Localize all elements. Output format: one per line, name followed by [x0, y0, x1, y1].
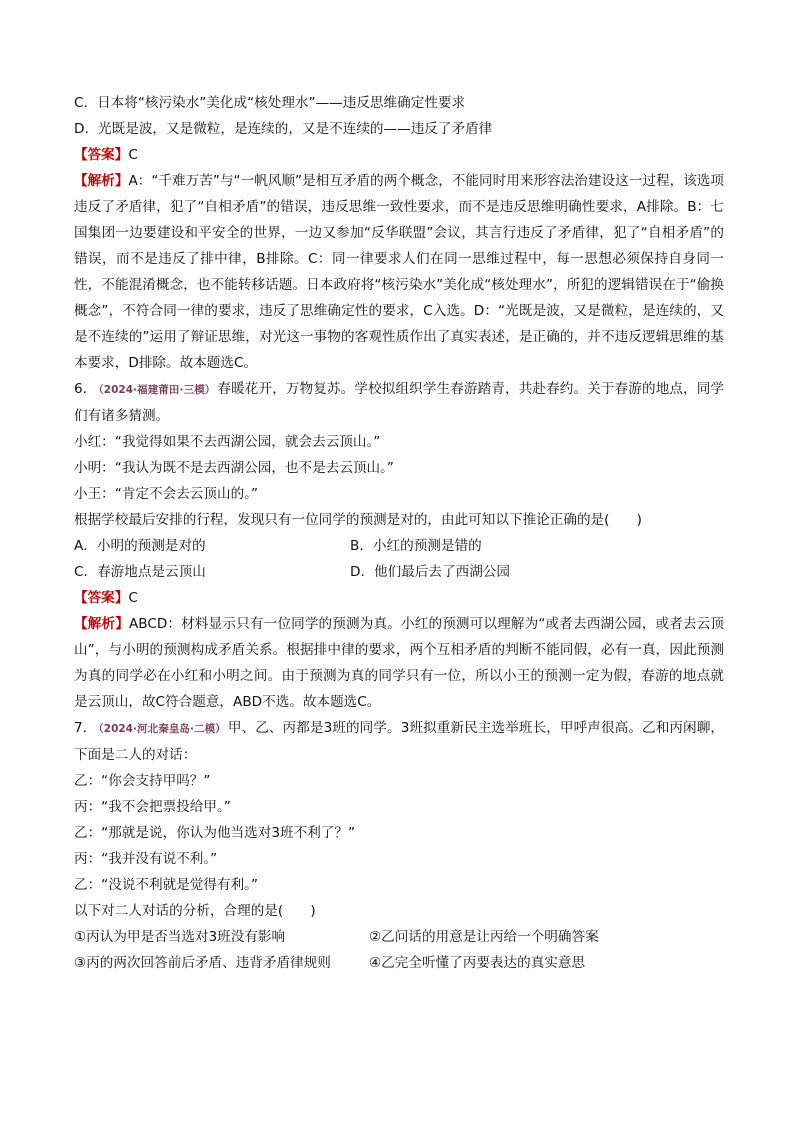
dialog-line: 乙：“没说不利就是觉得有利。” [74, 877, 259, 893]
q5-analysis [74, 168, 724, 376]
option-3: ③丙的两次回答前后矛盾、违背矛盾律规则 [74, 955, 331, 971]
option-2: ②乙问话的用意是让丙给一个明确答案 [369, 929, 599, 945]
option-c: C．春游地点是云顶山 [74, 564, 206, 580]
option-1: ①丙认为甲是否当选对3班没有影响 [74, 929, 286, 945]
dialog-line: 小红：“我觉得如果不去西湖公园，就会去云顶山。” [74, 434, 381, 450]
option-b: B．小红的预测是错的 [350, 538, 482, 554]
analysis-tag: 【解析】 [74, 173, 129, 189]
dialog-line: 乙：“你会支持甲吗？” [74, 773, 211, 789]
analysis-text: ABCD：材料显示只有一位同学的预测为真。小红的预测可以理解为“或者去西湖公园，或者去云顶山”，与小明的预测构成矛盾关系。根据排中律的要求，两个互相矛盾的判断不能同假，必有一真，因此预测为真的同学必在小红和小明之间。由于预测为真的同学只有一位，所以小王的预测一定为假，春游的地点就是云顶山，故C符合题意，ABD不选。故本题选C。 [74, 616, 724, 710]
q7-stem [74, 715, 724, 768]
options-row [74, 533, 724, 559]
answer-tag: 【答案】 [74, 590, 129, 606]
q6-answer [74, 585, 724, 611]
document-content [74, 90, 724, 976]
question-number: 6． [74, 381, 97, 397]
options-row [74, 950, 724, 976]
q6-stem [74, 376, 724, 429]
options-row [74, 924, 724, 950]
dialog-line: 小王：“肯定不会去云顶山的。” [74, 486, 259, 502]
analysis-text: A：“千难万苦”与“一帆风顺”是相互矛盾的两个概念，不能同时用来形容法治建设这一过程，该选项违反了矛盾律，犯了“自相矛盾”的错误，违反思维一致性要求，而不是违反思维明确性要求，A排除。B：七国集团一边要建设和平安全的世界，一边又参加“反华联盟”会议，其言行违反了矛盾律，犯了“自相矛盾”的错误，而不是违反了排中律，B排除。C：同一律要求人们在同一思维过程中，每一思想必须保持自身同一性，不能混淆概念，也不能转移话题。日本政府将“核污染水”美化成“核处理水”，所犯的逻辑错误在于“偷换概念”，不符合同一律的要求，违反了思维确定性的要求，C入选。D：“光既是波，又是微粒，是连续的，又是不连续的”运用了辩证思维，对光这一事物的客观性质作出了真实表述，是正确的，并不违反逻辑思维的基本要求，D排除。故本题选C。 [74, 173, 725, 371]
options-row [74, 559, 724, 585]
q6-analysis [74, 611, 724, 715]
question-prompt: 根据学校最后安排的行程，发现只有一位同学的预测是对的，由此可知以下推论正确的是( ) [74, 512, 642, 528]
option-4: ④乙完全听懂了丙要表达的真实意思 [369, 955, 586, 971]
option-c-prev: C．日本将“核污染水”美化成“核处理水”——违反思维确定性要求 [74, 95, 466, 111]
answer-tag: 【答案】 [74, 147, 129, 163]
option-a: A．小明的预测是对的 [74, 538, 206, 554]
option-d-prev: D．光既是波，又是微粒，是连续的，又是不连续的——违反了矛盾律 [74, 121, 493, 137]
question-stem: 春暖花开，万物复苏。学校拟组织学生春游踏青，共赴春约。关于春游的地点，同学们有诸多猜测。 [74, 381, 725, 424]
answer-value: C [128, 147, 138, 163]
answer-value: C [128, 590, 138, 606]
option-d: D．他们最后去了西湖公园 [350, 564, 510, 580]
q5-answer [74, 142, 724, 168]
question-source: （2024·河北秦皇岛·二模） [98, 723, 226, 735]
analysis-tag: 【解析】 [74, 616, 129, 632]
dialog-line: 丙：“我并没有说不利。” [74, 851, 218, 867]
question-number: 7． [74, 720, 97, 736]
dialog-line: 小明：“我认为既不是去西湖公园，也不是去云顶山。” [74, 460, 394, 476]
dialog-line: 乙：“那就是说，你认为他当选对3班不利了？” [74, 825, 356, 841]
dialog-line: 丙：“我不会把票投给甲。” [74, 799, 231, 815]
question-stem: 甲、乙、丙都是3班的同学。3班拟重新民主选举班长，甲呼声很高。乙和丙闲聊，下面是二人的对话： [74, 720, 725, 763]
question-prompt: 以下对二人对话的分析，合理的是( ) [74, 903, 316, 919]
question-source: （2024·福建莆田·三模） [98, 384, 216, 396]
